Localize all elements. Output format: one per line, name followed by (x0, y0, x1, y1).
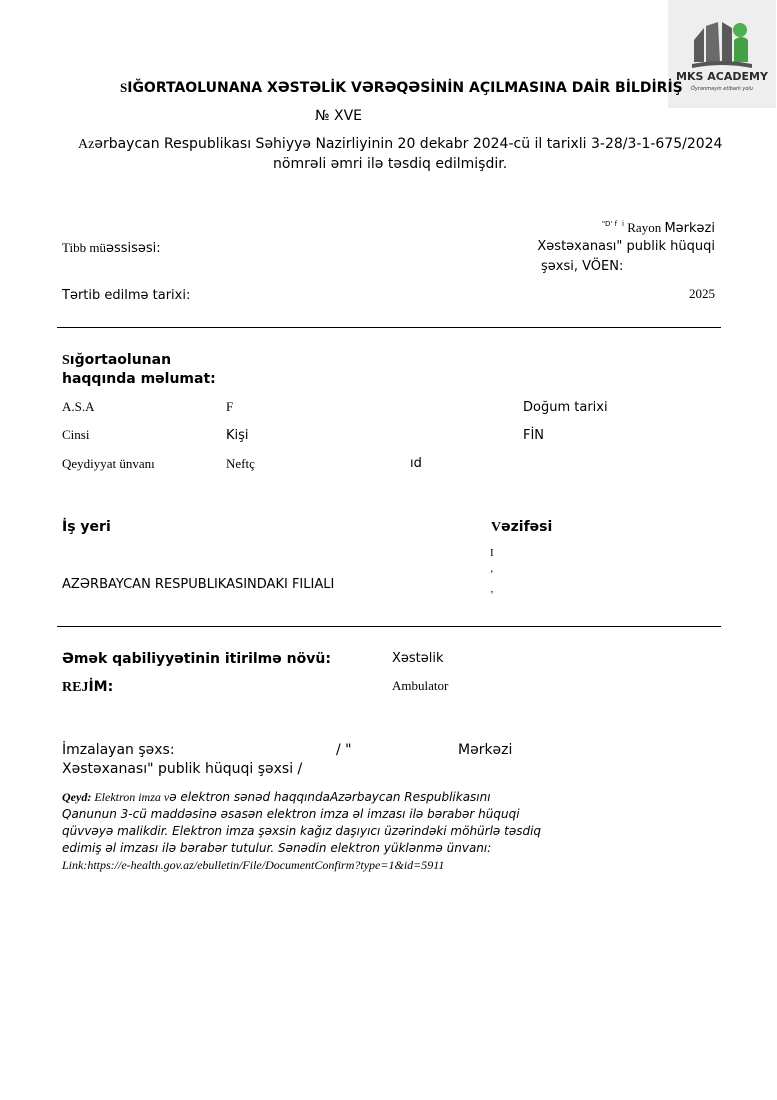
institution-label: Tibb müəssisəsi: (62, 240, 161, 256)
incapacity-type-label: Əmək qabiliyyətinin itirilmə növü: (62, 651, 331, 667)
position-value-fragment-2: ‘ (490, 568, 494, 580)
regime-value: Ambulator (392, 678, 449, 693)
note-line-3: qüvvəyə malikdir. Elektron imza şəxsin kağız daşıyıcı üzərindəki möhürlə təsdiq (62, 824, 542, 838)
position-value-fragment-3: ’ (490, 589, 494, 601)
note-line-2: Qanunun 3-cü maddəsinə əsasən elektron imza əl imzası ilə bərabər hüquqi (62, 807, 520, 821)
note-link[interactable]: Link:https://e-health.gov.az/ebulletin/File/DocumentConfirm?type=1&id=5911 (62, 858, 445, 872)
signatory-label: İmzalayan şəxs: (62, 742, 175, 758)
compiled-date-value: 2025 (689, 286, 715, 301)
section-divider (57, 327, 721, 328)
approval-line-1: Azərbaycan Respublikası Səhiyyə Nazirliyinin 20 dekabr 2024-cü il tarixli 3-28/3-1-675/2024 (78, 136, 723, 152)
institution-value-line-2: Xəstəxanası" publik hüquqi (537, 239, 715, 254)
compiled-date-label: Tərtib edilmə tarixi: (62, 288, 191, 303)
note-line-4: edimiş əl imzası ilə bərabər tutulur. Sənədin elektron yüklənmə ünvanı: (62, 841, 492, 855)
insured-heading: Sığortaolunan haqqında məlumat: (62, 352, 216, 387)
asa-label: A.S.A (62, 399, 95, 414)
note-block (62, 789, 542, 874)
logo-slogan: Öyrənməyin etibarlı yolu (691, 86, 753, 92)
workplace-label: İş yeri (62, 519, 111, 535)
gender-value: Kişi (226, 428, 249, 443)
address-value-start: Neftç (226, 456, 255, 471)
note-line-1: Qeyd: Elektron imza və elektron sənəd haqqındaAzərbaycan Respublikasını (62, 790, 491, 804)
address-value-end: ıd (410, 456, 422, 471)
asa-value: F (226, 399, 234, 414)
document-number: № XVE (315, 108, 363, 124)
workplace-value: AZƏRBAYCAN RESPUBLIKASINDAKI FILIALI (62, 577, 335, 592)
mks-academy-logo (668, 0, 776, 108)
gender-label: Cinsi (62, 427, 90, 442)
institution-value-line-3: şəxsi, VÖEN: (541, 259, 624, 274)
book-people-icon (690, 18, 754, 70)
position-label: Vəzifəsi (491, 519, 553, 535)
address-label: Qeydiyyat ünvanı (62, 456, 155, 471)
signatory-center-word: Mərkəzi (458, 742, 513, 758)
approval-line-2: nömrəli əmri ilə təsdiq edilmişdir. (273, 156, 508, 172)
document-title: SIĞORTAOLUNANA XƏSTƏLİK VƏRƏQƏSİNİN AÇILMASINA DAİR BİLDİRİŞ (120, 80, 683, 96)
incapacity-type-value: Xəstəlik (392, 651, 444, 666)
section-divider (57, 626, 721, 627)
signatory-quote: / " (336, 742, 352, 758)
fin-label: FİN (523, 428, 545, 443)
birth-date-label: Doğum tarixi (523, 400, 608, 415)
regime-label: REJİM: (62, 679, 114, 695)
position-value-fragment-1: I (490, 547, 494, 559)
institution-value-line-1: $^{"D' f i}$ Rayon Mərkəzi (601, 220, 715, 236)
signatory-line-2: Xəstəxanası" publik hüquqi şəxsi / (62, 761, 303, 777)
logo-title: MKS ACADEMY (676, 70, 768, 83)
